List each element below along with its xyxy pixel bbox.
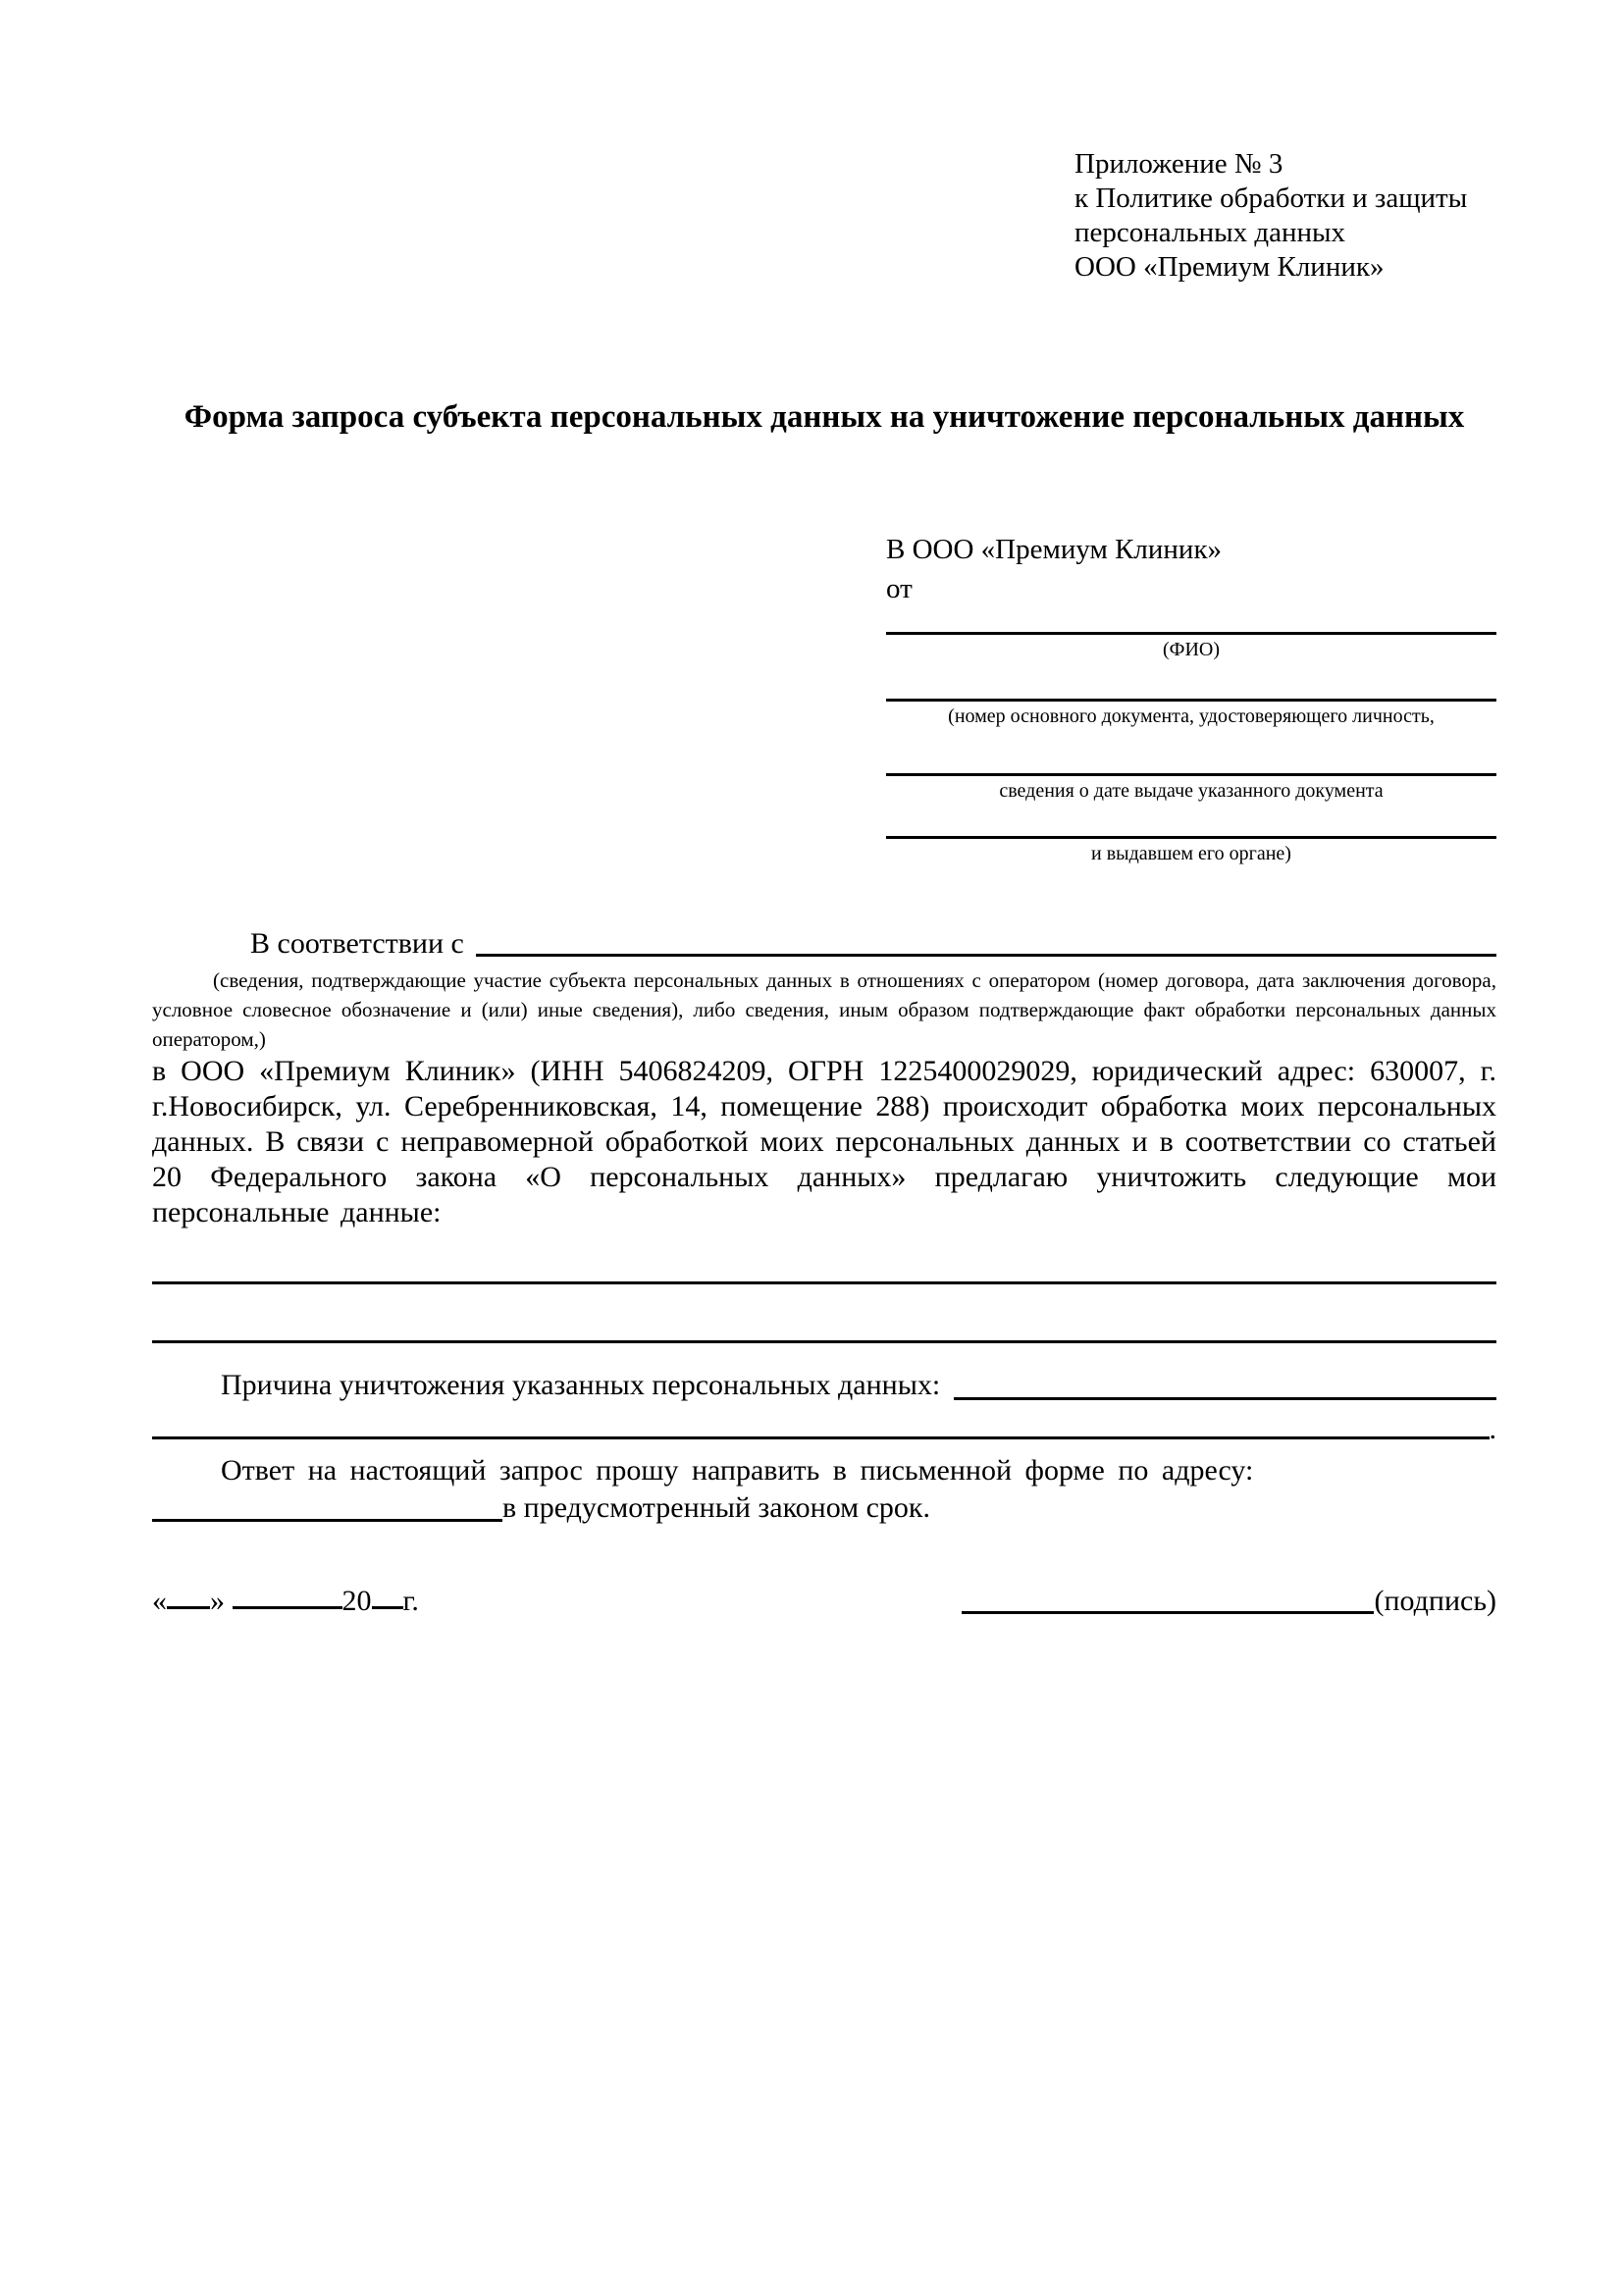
year-blank-line [372,1606,403,1609]
personal-data-blank-line-1 [152,1281,1496,1284]
personal-data-blank-row-1 [152,1281,1496,1289]
personal-data-blank-line-2 [152,1340,1496,1343]
accordance-footnote: (сведения, подтверждающие участие субъекта персональных данных в отношениях с оператором (номер договора, дата заключения договора, условное словесное обозначение и (или) иные сведения), либо сведения, иным образом подтверждающие факт обработки персональных данных оператором,) [152,968,1496,1051]
reason-label: Причина уничтожения указанных персональных данных: [221,1369,941,1401]
response-suffix: в предусмотренный законом срок. [502,1491,930,1524]
reason-row [152,1366,1496,1405]
addressee-organization: В ООО «Премиум Клиник» [886,534,1223,565]
personal-data-blank-row-2 [152,1340,1496,1348]
date-field [152,1584,419,1619]
appendix-header-line-3: персональных данных [1074,217,1346,248]
accordance-prefix: В соответствии с [250,927,464,960]
signature-blank-line [962,1611,1374,1614]
reason-line-period: . [1489,1413,1496,1445]
id-doc-caption-3: и выдавшем его органе) [1091,843,1291,864]
reason-end-row [152,1415,1496,1444]
form-title: Форма запроса субъекта персональных данных на уничтожение персональных данных [183,399,1465,435]
reason-blank-line-1 [954,1397,1496,1400]
appendix-header-line-4: ООО «Премиум Клиник» [1074,251,1385,283]
appendix-header-line-1: Приложение № 3 [1074,148,1283,180]
accordance-row [152,926,1496,962]
day-blank-line [167,1606,210,1609]
signature-field [962,1584,1496,1619]
operator-paragraph: в ООО «Премиум Клиник» (ИНН 5406824209, ОГРН 1225400029029, юридический адрес: 630007, г. г.Новосибирск, ул. Серебренниковская, 14, помещение 288) происходит обработка моих персональных данных. В связи с неправомерной обработкой моих персональных данных и в соответствии со статьей 20 Федерального закона «О персональных данных» предлагаю уничтожить следующие мои персональные данные: [152,1055,1496,1228]
date-close-quote: » [210,1585,225,1617]
month-blank-line [233,1606,342,1609]
address-blank-line [152,1519,502,1522]
response-address-row [152,1489,1496,1527]
id-doc-caption-1: (номер основного документа, удостоверяющего личность, [948,705,1435,727]
accordance-blank-line [476,954,1496,957]
id-doc-caption-2: сведения о дате выдаче указанного документа [999,780,1384,802]
fio-caption: (ФИО) [1162,639,1220,660]
reason-blank-line-2 [152,1436,1490,1439]
date-open-quote: « [152,1585,167,1617]
response-request-paragraph: Ответ на настоящий запрос прошу направить в письменной форме по адресу: [221,1454,1254,1487]
appendix-header-line-2: к Политике обработки и защиты [1074,183,1468,214]
appendix-header [1074,147,1496,285]
from-label: от [886,573,913,604]
footer-row [152,1584,1496,1619]
signature-caption: (подпись) [1374,1585,1496,1617]
date-century: 20 [341,1585,372,1617]
date-year-suffix: г. [402,1585,419,1617]
addressee-block [886,530,1496,865]
